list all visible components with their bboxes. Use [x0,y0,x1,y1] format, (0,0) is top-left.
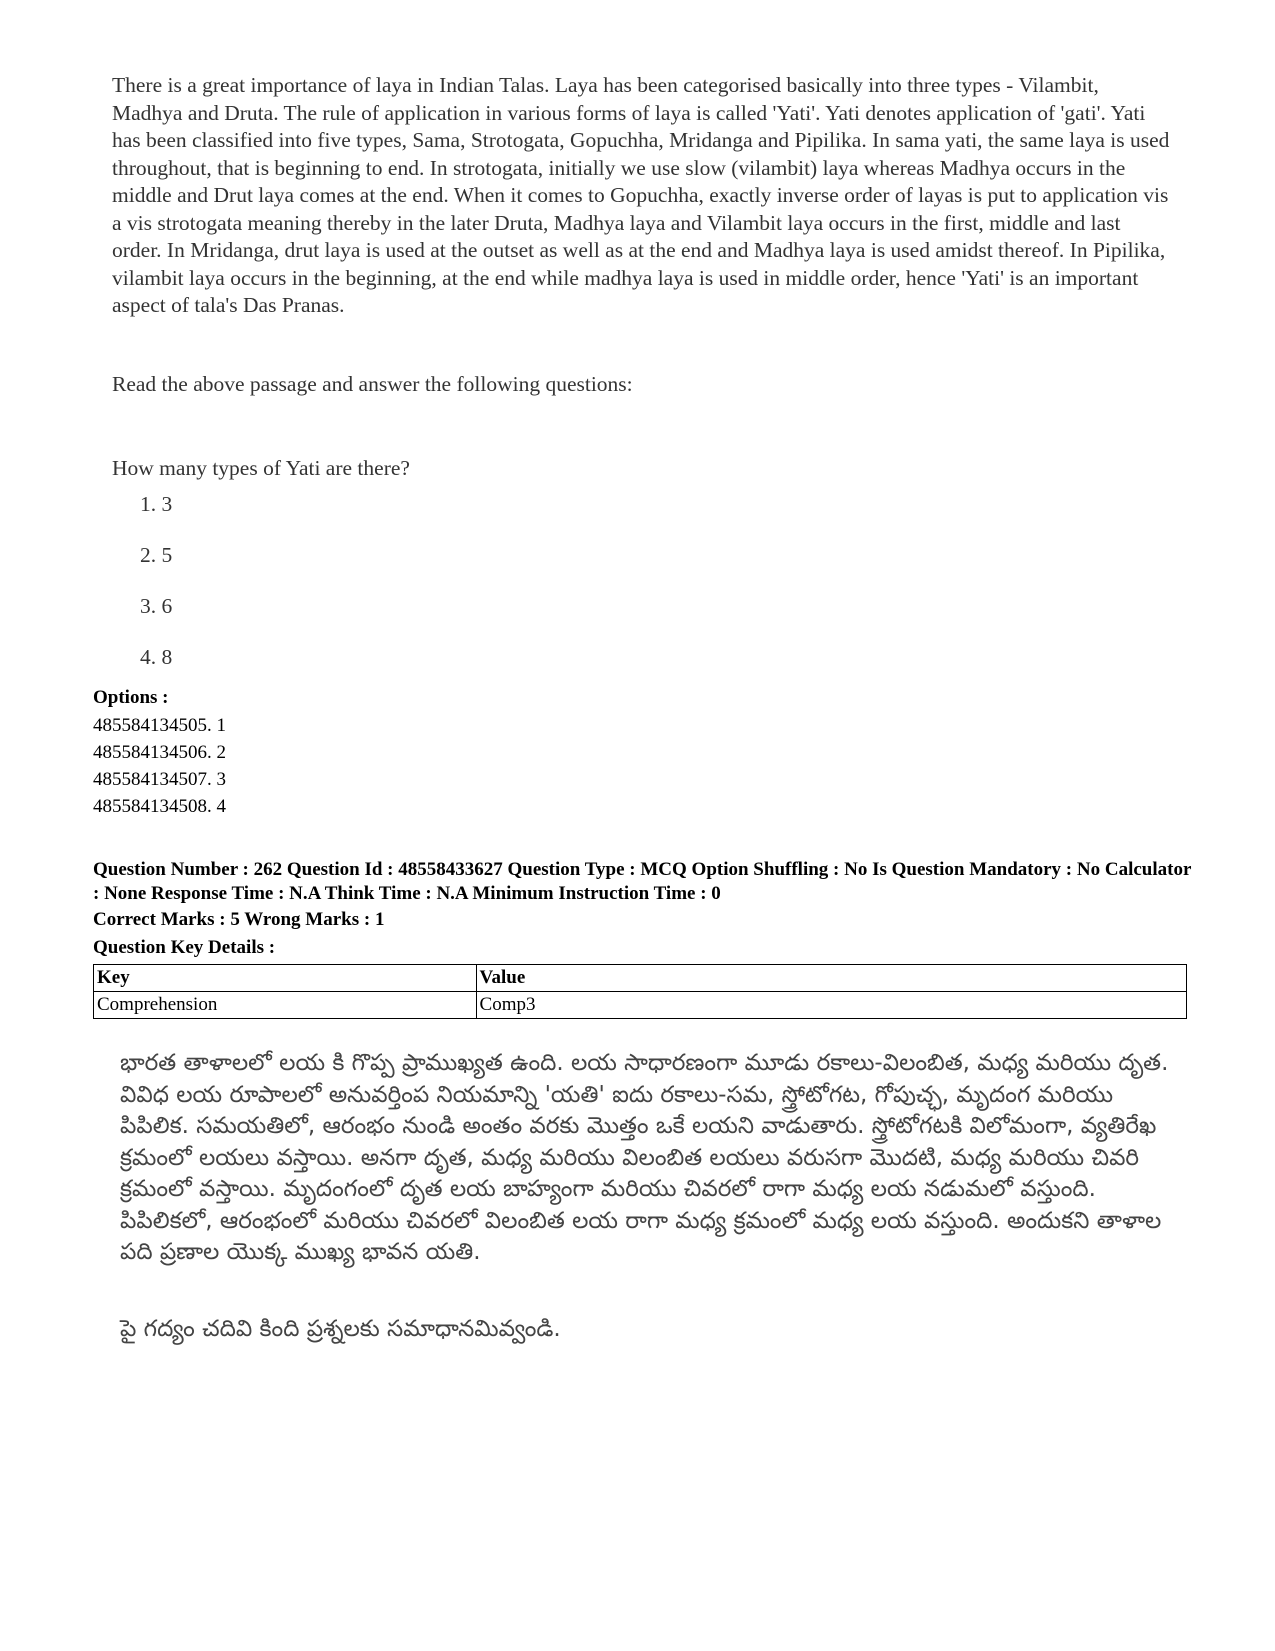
passage-instruction: Read the above passage and answer the following questions: [112,372,633,396]
marks-info: Correct Marks : 5 Wrong Marks : 1 [93,909,385,930]
table-header-value: Value [476,965,1186,992]
option-id-1: 485584134505. 1 [93,715,226,736]
passage-paragraph: There is a great importance of laya in Indian Talas. Laya has been categorised basically into three types - Vilambit, Madhya and Druta. The rule of application in various forms of laya is called 'Yati'. Yati denotes application of 'gati'. Yati has been classified into five types, Sama, Strotogata, Gopuchha, Mridanga and Pipilika. In sama yati, the same laya is used throughout, that is beginning to end. In strotogata, initially we use slow (vilambit) laya whereas Madhya occurs in the middle and Drut laya comes at the end. When it comes to Gopuchha, exactly inverse order of layas is put to application vis a vis strotogata meaning thereby in the later Druta, Madhya laya and Vilambit laya occurs in the first, middle and last order. In Mridanga, drut laya is used at the outset as well as at the end and Madhya laya is used amidst thereof. In Pipilika, vilambit laya occurs in the beginning, at the end while madhya laya is used in middle order, hence 'Yati' is an important aspect of tala's Das Pranas. [112,73,1170,317]
telugu-instruction: పై గద్యం చదివి కింది ప్రశ్నలకు సమాధానమివ్వండి. [120,1316,561,1342]
key-details-table [93,964,1187,1019]
question-text: How many types of Yati are there? [112,456,410,480]
table-cell-key: Comprehension [94,992,477,1019]
table-cell-value: Comp3 [476,992,1186,1019]
table-header-row [94,965,1187,992]
table-header-key: Key [94,965,477,992]
choice-1: 1. 3 [140,492,173,516]
choice-3: 3. 6 [140,594,173,618]
telugu-passage: భారత తాళాలలో లయ కి గొప్ప ప్రాముఖ్యత ఉంది. లయ సాధారణంగా మూడు రకాలు-విలంబిత, మధ్య మరియు దృత. వివిధ లయ రూపాలలో అనువర్తింప నియమాన్ని 'యతి' ఐదు రకాలు-సమ, స్త్రోటోగట, గోపుచ్ఛ, మృదంగ మరియు పిపిలిక. సమయతిలో, ఆరంభం నుండి అంతం వరకు మొత్తం ఒకే లయని వాడుతారు. స్త్రోటోగటకి విలోమంగా, వ్యతిరేఖ క్రమంలో లయలు వస్తాయి. అనగా దృత, మధ్య మరియు విలంబిత లయలు వరుసగా మొదటి, మధ్య మరియు చివరి క్రమంలో వస్తాయి. మృదంగంలో దృత లయ బాహ్యంగా మరియు చివరలో రాగా మధ్య లయ నడుమలో వస్తుంది. పిపిలికలో, ఆరంభంలో మరియు చివరలో విలంబిత లయ రాగా మధ్య క్రమంలో మధ్య లయ వస్తుంది. అందుకని తాళాల పది ప్రణాల యొక్క ముఖ్య భావన యతి. [120,1050,1169,1265]
options-label: Options : [93,687,169,708]
key-details-label: Question Key Details : [93,937,276,958]
option-id-4: 485584134508. 4 [93,796,226,817]
option-id-3: 485584134507. 3 [93,769,226,790]
choice-2: 2. 5 [140,543,173,567]
question-meta: Question Number : 262 Question Id : 48558433627 Question Type : MCQ Option Shuffling : No Is Question Mandatory : No Calculator : None Response Time : N.A Think Time : N.A Minimum Instruction Time : 0 [93,859,1192,904]
option-id-2: 485584134506. 2 [93,742,226,763]
table-row [94,992,1187,1019]
choice-4: 4. 8 [140,645,173,669]
